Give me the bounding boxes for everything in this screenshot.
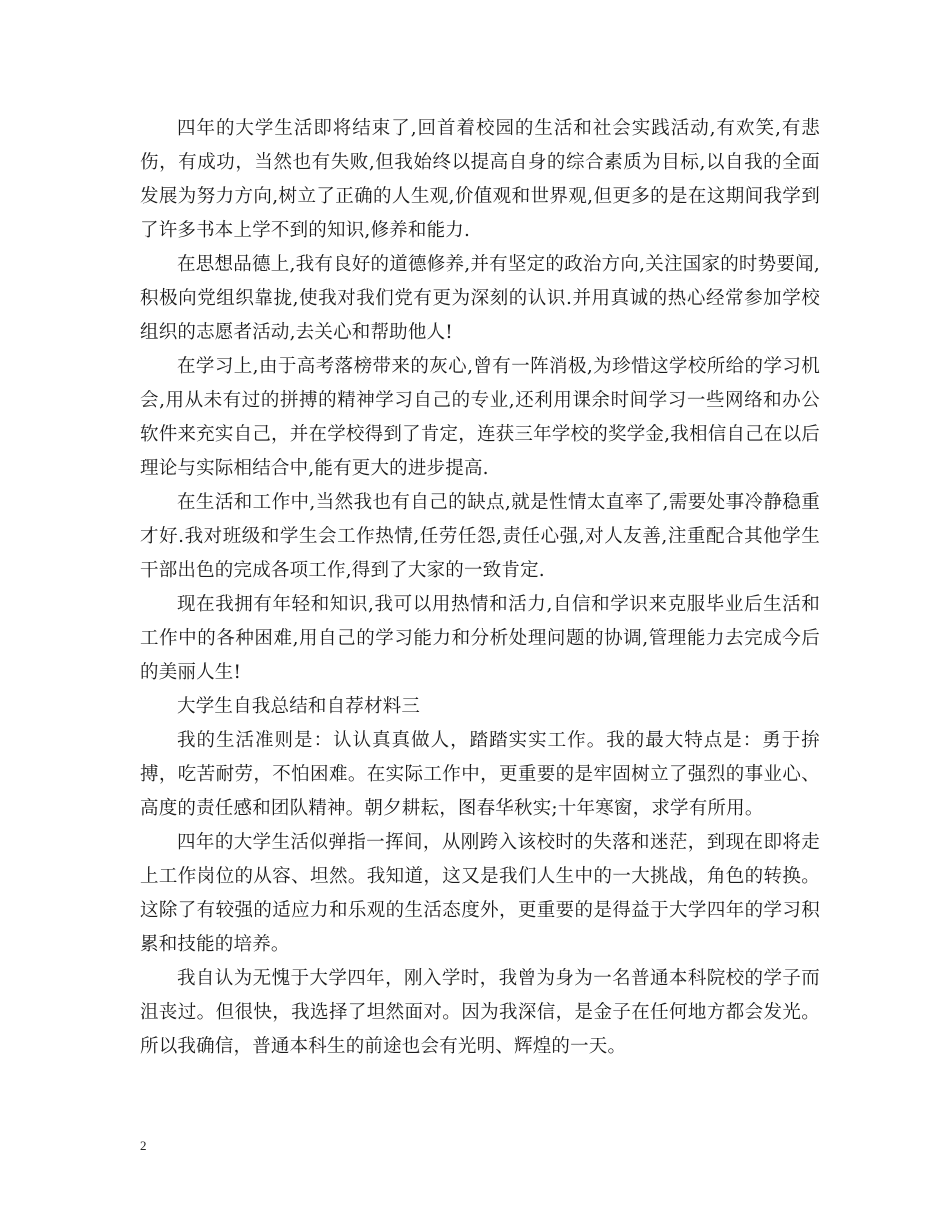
section-heading: 大学生自我总结和自荐材料三 [177, 696, 421, 717]
paragraph-5: 现在我拥有年轻和知识,我可以用热情和活力,自信和学识来克服毕业后生活和工作中的各种困难,用自己的学习能力和分析处理问题的协调,管理能力去完成今后的美丽人生! [140, 594, 820, 683]
paragraph-6: 我的生活准则是：认认真真做人，踏踏实实工作。我的最大特点是：勇于拚搏，吃苦耐劳，不怕困难。在实际工作中，更重要的是牢固树立了强烈的事业心、高度的责任感和团队精神。朝夕耕耘，图春华秋实;十年寒窗，求学有所用。 [140, 730, 820, 819]
paragraph-2: 在思想品德上,我有良好的道德修养,并有坚定的政治方向,关注国家的时势要闻,积极向党组织靠拢,使我对我们党有更为深刻的认识.并用真诚的热心经常参加学校组织的志愿者活动,去关心和帮助他人! [140, 254, 820, 343]
paragraph-1: 四年的大学生活即将结束了,回首着校园的生活和社会实践活动,有欢笑,有悲伤，有成功，当然也有失败,但我始终以提高自身的综合素质为目标,以自我的全面发展为努力方向,树立了正确的人生观,价值观和世界观,但更多的是在这期间我学到了许多书本上学不到的知识,修养和能力. [140, 118, 820, 241]
document-body [140, 112, 820, 1064]
paragraph-4: 在生活和工作中,当然我也有自己的缺点,就是性情太直率了,需要处事冷静稳重才好.我对班级和学生会工作热情,任劳任怨,责任心强,对人友善,注重配合其他学生干部出色的完成各项工作,得到了大家的一致肯定. [140, 492, 820, 581]
paragraph-3: 在学习上,由于高考落榜带来的灰心,曾有一阵消极,为珍惜这学校所给的学习机会,用从未有过的拼搏的精神学习自己的专业,还利用课余时间学习一些网络和办公软件来充实自己，并在学校得到了肯定，连获三年学校的奖学金,我相信自己在以后理论与实际相结合中,能有更大的进步提高. [140, 356, 820, 479]
paragraph-7: 四年的大学生活似弹指一挥间，从刚跨入该校时的失落和迷茫，到现在即将走上工作岗位的从容、坦然。我知道，这又是我们人生中的一大挑战，角色的转换。这除了有较强的适应力和乐观的生活态度外，更重要的是得益于大学四年的学习积累和技能的培养。 [140, 832, 820, 955]
page-number: 2 [140, 1138, 147, 1153]
paragraph-8: 我自认为无愧于大学四年，刚入学时，我曾为身为一名普通本科院校的学子而沮丧过。但很快，我选择了坦然面对。因为我深信，是金子在任何地方都会发光。所以我确信，普通本科生的前途也会有光明、辉煌的一天。 [140, 968, 820, 1057]
